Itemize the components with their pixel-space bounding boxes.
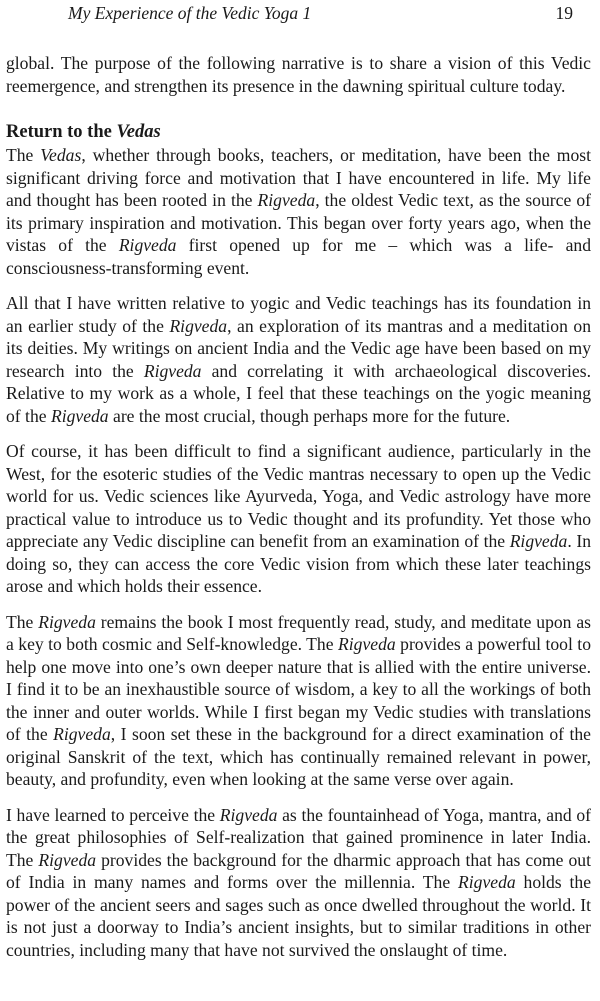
italic-term: Rigveda [143,360,202,381]
running-title: My Experience of the Vedic Yoga 1 [68,3,312,23]
italic-term: Rigveda [257,190,316,210]
paragraph [6,144,591,279]
body-text [6,52,591,961]
paragraph [6,440,591,598]
paragraph [6,804,591,962]
italic-term: Rigveda [509,531,568,551]
text-run: are the most crucial, though perhaps more for the future. [108,405,511,426]
italic-term: Rigveda [118,235,177,255]
text-run: remains the book I most frequently read, study, and meditate upon as a key to both cosmic and Self-knowledge. The [6,611,591,654]
text-run: , an exploration of its mantras and a meditation on its deities. My writings on ancient India and the Vedic age have been based on my research into the [6,315,591,381]
text-run: I have learned to perceive the [6,804,220,825]
italic-term: Vedas [116,122,161,142]
italic-term: Rigveda [458,872,516,892]
text-run: global. The purpose of the following narrative is to share a vision of this Vedic reemergence, and strengthen its presence in the dawning spiritual culture today. [6,53,591,96]
italic-term: Rigveda [50,405,109,426]
text-run: All that I have written relative to yogic and Vedic teachings has its foundation in an earlier study of the [6,293,591,336]
paragraph [6,292,591,427]
text-run: The [6,145,41,165]
italic-term: Rigveda [169,315,228,336]
paragraph [6,52,591,97]
italic-term: Rigveda [338,634,396,654]
text-run: . In doing so, they can access the core Vedic vision from which these later teachings arose and which holds their essence. [6,531,592,596]
text-run: , I soon set these in the background for a direct examination of the original Sanskrit of the text, which has continually remained relevant in power, beauty, and profundity, even when looking at the same verse over again. [6,724,591,789]
text-run: provides the background for the dharmic approach that has come out of India in many names and forms over the millennia. The [6,849,591,892]
paragraph [6,611,591,791]
text-run: Of course, it has been difficult to find a significant audience, particularly in the West, for the esoteric studies of the Vedic mantras necessary to open up the Vedic world for us. Vedic sciences like Ayurveda, Yoga, and Vedic astrology have more practical value to introduce us to Vedic thought and its profundity. Yet those who appreciate any Vedic discipline can benefit from an examination of the [6,441,591,551]
running-head [6,0,591,30]
text-run: The [6,611,39,632]
text-run: provides a powerful tool to help one move into one’s own deeper nature that is allied with the entire universe. I find it to be an inexhaustible source of wisdom, a key to all the workings of both the inner and outer worlds. While I first began my Vedic studies with translations of the [6,634,591,744]
text-run: as the fountainhead of Yoga, mantra, and of the great philosophies of Self-realization that gained prominence in later India. The [6,804,592,870]
text-run: first opened up for me – which was a life- and consciousness-transforming event. [6,235,591,278]
italic-term: Rigveda [53,724,111,744]
page-number: 19 [555,3,573,23]
text-run: , the oldest Vedic text, as the source of its primary inspiration and motivation. This began over forty years ago, when the vistas of the [6,190,591,255]
text-run: , whether through books, teachers, or meditation, have been the most significant driving force and motivation that I have encountered in life. My life and thought has been rooted in the [6,145,591,210]
text-run: and correlating it with archaeological discoveries. Relative to my work as a whole, I feel that these teachings on the yogic meaning of the [6,360,591,426]
italic-term: Vedas [40,145,82,165]
text-run: Return to the [6,122,117,142]
italic-term: Rigveda [219,804,278,825]
italic-term: Rigveda [38,849,97,870]
italic-term: Rigveda [38,611,96,632]
text-run: holds the power of the ancient seers and sages such as once dwelled throughout the world. It is not just a doorway to India’s ancient insights, but to similar traditions in other countries, including many that have not survived the onslaught of time. [6,872,591,960]
section-heading [6,120,591,144]
